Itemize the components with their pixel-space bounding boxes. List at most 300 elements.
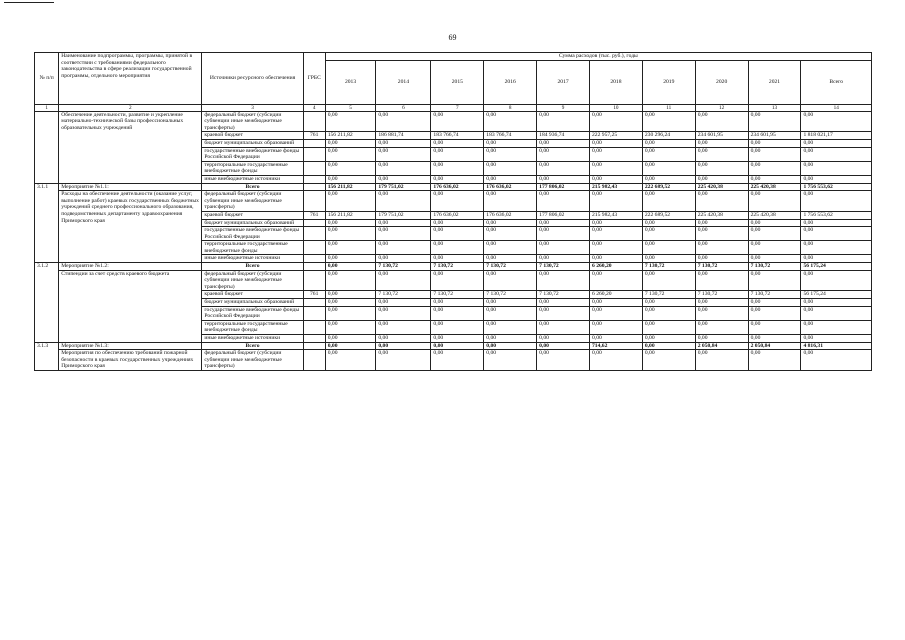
amount-cell: 0,00 bbox=[590, 175, 643, 183]
amount-cell: 183 766,74 bbox=[431, 132, 484, 140]
amount-cell: 1 818 021,17 bbox=[801, 132, 872, 140]
amount-cell: 7 130,72 bbox=[537, 263, 590, 271]
header-year: 2017 bbox=[537, 60, 590, 104]
amount-cell: 0,00 bbox=[642, 299, 695, 307]
amount-cell: 0,00 bbox=[325, 299, 376, 307]
amount-cell: 0,00 bbox=[801, 147, 872, 161]
amount-cell: 0,00 bbox=[376, 241, 431, 255]
header-year: 2021 bbox=[748, 60, 801, 104]
amount-cell: 0,00 bbox=[695, 227, 748, 241]
column-index: 11 bbox=[642, 104, 695, 111]
amount-cell: 0,00 bbox=[642, 147, 695, 161]
amount-cell: 0,00 bbox=[376, 191, 431, 212]
column-index: 5 bbox=[325, 104, 376, 111]
column-index: 4 bbox=[303, 104, 325, 111]
amount-cell: 0,00 bbox=[801, 161, 872, 175]
amount-cell: 0,00 bbox=[748, 306, 801, 320]
top-left-rule bbox=[4, 2, 54, 3]
amount-cell: 7 130,72 bbox=[431, 263, 484, 271]
measure-title: Мероприятие №1.1: bbox=[59, 184, 201, 192]
amount-cell: 0,00 bbox=[376, 227, 431, 241]
amount-cell: 0,00 bbox=[695, 175, 748, 183]
grbs-code bbox=[303, 227, 325, 241]
column-index: 6 bbox=[376, 104, 431, 111]
grbs-code: 761 bbox=[303, 132, 325, 140]
amount-cell: 0,00 bbox=[642, 335, 695, 343]
amount-cell: 0,00 bbox=[376, 306, 431, 320]
amount-cell: 0,00 bbox=[325, 191, 376, 212]
amount-cell: 156 211,82 bbox=[325, 183, 376, 191]
amount-cell: 0,00 bbox=[642, 342, 695, 350]
amount-cell: 0,00 bbox=[801, 255, 872, 263]
amount-cell: 0,00 bbox=[748, 175, 801, 183]
grbs-code bbox=[303, 161, 325, 175]
amount-cell: 0,00 bbox=[325, 241, 376, 255]
column-index: 1 bbox=[35, 104, 59, 111]
amount-cell: 0,00 bbox=[431, 111, 484, 132]
amount-cell: 0,00 bbox=[590, 350, 643, 371]
amount-cell: 0,00 bbox=[537, 161, 590, 175]
amount-cell: 0,00 bbox=[695, 111, 748, 132]
amount-cell: 2 050,84 bbox=[748, 342, 801, 350]
grbs-code bbox=[303, 219, 325, 227]
amount-cell: 0,00 bbox=[431, 219, 484, 227]
source-name: иные внебюджетные источники bbox=[202, 175, 303, 183]
amount-cell: 0,00 bbox=[642, 270, 695, 291]
row-number bbox=[35, 111, 59, 183]
amount-cell: 0,00 bbox=[325, 270, 376, 291]
column-index: 14 bbox=[801, 104, 872, 111]
page-number: 69 bbox=[448, 33, 457, 42]
amount-cell: 0,00 bbox=[376, 111, 431, 132]
grbs-code bbox=[303, 191, 325, 212]
amount-cell: 0,00 bbox=[590, 306, 643, 320]
amount-cell: 176 636,02 bbox=[431, 183, 484, 191]
measure-name bbox=[59, 263, 202, 343]
amount-cell: 177 806,02 bbox=[537, 211, 590, 219]
amount-cell: 0,00 bbox=[801, 320, 872, 334]
amount-cell: 0,00 bbox=[642, 111, 695, 132]
amount-cell: 0,00 bbox=[431, 299, 484, 307]
amount-cell: 0,00 bbox=[484, 227, 537, 241]
amount-cell: 0,00 bbox=[484, 306, 537, 320]
amount-cell: 0,00 bbox=[537, 335, 590, 343]
amount-cell: 0,00 bbox=[431, 161, 484, 175]
amount-cell: 0,00 bbox=[325, 306, 376, 320]
amount-cell: 0,00 bbox=[484, 241, 537, 255]
amount-cell: 0,00 bbox=[537, 147, 590, 161]
amount-cell: 0,00 bbox=[695, 191, 748, 212]
amount-cell: 7 130,72 bbox=[695, 263, 748, 271]
amount-cell: 0,00 bbox=[695, 219, 748, 227]
amount-cell: 176 636,02 bbox=[484, 211, 537, 219]
amount-cell: 222 689,52 bbox=[642, 183, 695, 191]
amount-cell: 0,00 bbox=[748, 191, 801, 212]
header-year: 2020 bbox=[695, 60, 748, 104]
amount-cell: 0,00 bbox=[325, 263, 376, 271]
column-index: 10 bbox=[590, 104, 643, 111]
grbs-code bbox=[303, 299, 325, 307]
amount-cell: 0,00 bbox=[431, 175, 484, 183]
column-index: 8 bbox=[484, 104, 537, 111]
amount-cell: 0,00 bbox=[801, 350, 872, 371]
amount-cell: 0,00 bbox=[431, 191, 484, 212]
amount-cell: 234 601,95 bbox=[748, 132, 801, 140]
amount-cell: 0,00 bbox=[590, 227, 643, 241]
amount-cell: 222 957,25 bbox=[590, 132, 643, 140]
header-name: Наименование подпрограммы, программы, принятой в соответствии с требованиями федерального законодательства в сфере реализации государственной программы, отдельного мероприятия bbox=[59, 53, 202, 105]
grbs-code: 761 bbox=[303, 291, 325, 299]
grbs-code bbox=[303, 111, 325, 132]
grbs-code bbox=[303, 139, 325, 147]
amount-cell: 0,00 bbox=[376, 255, 431, 263]
amount-cell: 56 175,24 bbox=[801, 291, 872, 299]
amount-cell: 0,00 bbox=[537, 175, 590, 183]
header-year: 2016 bbox=[484, 60, 537, 104]
amount-cell: 225 420,38 bbox=[695, 183, 748, 191]
source-name: иные внебюджетные источники bbox=[202, 335, 303, 343]
source-name: иные внебюджетные источники bbox=[202, 255, 303, 263]
grbs-code bbox=[303, 255, 325, 263]
amount-cell: 215 982,43 bbox=[590, 211, 643, 219]
amount-cell: 0,00 bbox=[748, 241, 801, 255]
table-row bbox=[35, 111, 872, 132]
grbs-code bbox=[303, 241, 325, 255]
amount-cell: 0,00 bbox=[695, 335, 748, 343]
amount-cell: 177 806,02 bbox=[537, 183, 590, 191]
amount-cell: 0,00 bbox=[642, 255, 695, 263]
amount-cell: 0,00 bbox=[642, 350, 695, 371]
amount-cell: 0,00 bbox=[748, 147, 801, 161]
amount-cell: 0,00 bbox=[325, 291, 376, 299]
amount-cell: 0,00 bbox=[431, 320, 484, 334]
amount-cell: 0,00 bbox=[376, 335, 431, 343]
amount-cell: 0,00 bbox=[748, 219, 801, 227]
measure-description: Стипендии за счет средств краевого бюджета bbox=[61, 270, 170, 277]
amount-cell: 0,00 bbox=[642, 161, 695, 175]
amount-cell: 0,00 bbox=[537, 241, 590, 255]
amount-cell: 7 130,72 bbox=[484, 263, 537, 271]
amount-cell: 225 420,38 bbox=[695, 211, 748, 219]
amount-cell: 0,00 bbox=[376, 161, 431, 175]
source-name: федеральный бюджет (субсидии субвенции иные межбюджетные трансферты) bbox=[202, 111, 303, 132]
amount-cell: 7 130,72 bbox=[431, 291, 484, 299]
amount-cell: 0,00 bbox=[537, 191, 590, 212]
amount-cell: 0,00 bbox=[801, 191, 872, 212]
amount-cell: 0,00 bbox=[431, 306, 484, 320]
amount-cell: 0,00 bbox=[325, 175, 376, 183]
table-row-total bbox=[35, 183, 872, 191]
amount-cell: 6 260,20 bbox=[590, 291, 643, 299]
amount-cell: 0,00 bbox=[695, 139, 748, 147]
amount-cell: 0,00 bbox=[325, 147, 376, 161]
amount-cell: 0,00 bbox=[695, 241, 748, 255]
amount-cell: 0,00 bbox=[748, 320, 801, 334]
grbs-code bbox=[303, 306, 325, 320]
column-index: 3 bbox=[202, 104, 303, 111]
amount-cell: 0,00 bbox=[376, 147, 431, 161]
amount-cell: 0,00 bbox=[801, 299, 872, 307]
source-name: федеральный бюджет (субсидии субвенции иные межбюджетные трансферты) bbox=[202, 350, 303, 371]
amount-cell: 7 130,72 bbox=[484, 291, 537, 299]
amount-cell: 156 211,82 bbox=[325, 132, 376, 140]
amount-cell: 7 130,72 bbox=[695, 291, 748, 299]
amount-cell: 0,00 bbox=[325, 342, 376, 350]
amount-cell: 0,00 bbox=[325, 111, 376, 132]
amount-cell: 1 756 553,62 bbox=[801, 183, 872, 191]
amount-cell: 0,00 bbox=[537, 299, 590, 307]
row-number: 3.1.2 bbox=[35, 263, 59, 343]
amount-cell: 0,00 bbox=[484, 111, 537, 132]
source-name: территориальные государственные внебюджетные фонды bbox=[202, 320, 303, 334]
amount-cell: 0,00 bbox=[748, 255, 801, 263]
amount-cell: 0,00 bbox=[431, 227, 484, 241]
amount-cell: 0,00 bbox=[590, 191, 643, 212]
amount-cell: 7 130,72 bbox=[748, 291, 801, 299]
amount-cell: 0,00 bbox=[748, 350, 801, 371]
amount-cell: 0,00 bbox=[537, 342, 590, 350]
amount-cell: 176 636,02 bbox=[431, 211, 484, 219]
grbs-code bbox=[303, 147, 325, 161]
amount-cell: 0,00 bbox=[376, 219, 431, 227]
amount-cell: 0,00 bbox=[642, 241, 695, 255]
amount-cell: 222 689,52 bbox=[642, 211, 695, 219]
grbs-code bbox=[303, 263, 325, 271]
amount-cell: 0,00 bbox=[695, 299, 748, 307]
amount-cell: 0,00 bbox=[431, 335, 484, 343]
header-year: 2015 bbox=[431, 60, 484, 104]
amount-cell: 234 601,95 bbox=[695, 132, 748, 140]
amount-cell: 7 130,72 bbox=[376, 263, 431, 271]
header-number: № п/п bbox=[35, 53, 59, 105]
amount-cell: 0,00 bbox=[695, 147, 748, 161]
source-name: государственные внебюджетные фонды Российской Федерации bbox=[202, 147, 303, 161]
amount-cell: 0,00 bbox=[642, 320, 695, 334]
amount-cell: 0,00 bbox=[431, 139, 484, 147]
source-name: бюджет муниципальных образований bbox=[202, 299, 303, 307]
measure-title: Мероприятие №1.2: bbox=[59, 263, 201, 271]
amount-cell: 0,00 bbox=[801, 270, 872, 291]
column-index: 13 bbox=[748, 104, 801, 111]
amount-cell: 0,00 bbox=[590, 299, 643, 307]
source-name: государственные внебюджетные фонды Российской Федерации bbox=[202, 306, 303, 320]
amount-cell: 0,00 bbox=[801, 227, 872, 241]
grbs-code bbox=[303, 183, 325, 191]
column-index: 7 bbox=[431, 104, 484, 111]
amount-cell: 0,00 bbox=[537, 270, 590, 291]
source-name: Всего bbox=[202, 342, 303, 350]
grbs-code: 761 bbox=[303, 211, 325, 219]
amount-cell: 0,00 bbox=[748, 299, 801, 307]
measure-title: Мероприятие №1.3: bbox=[59, 343, 201, 351]
table-row-total bbox=[35, 263, 872, 271]
amount-cell: 0,00 bbox=[325, 227, 376, 241]
amount-cell: 183 766,74 bbox=[484, 132, 537, 140]
amount-cell: 7 130,72 bbox=[642, 291, 695, 299]
amount-cell: 0,00 bbox=[748, 161, 801, 175]
column-index: 12 bbox=[695, 104, 748, 111]
amount-cell: 176 636,02 bbox=[484, 183, 537, 191]
header-year: 2018 bbox=[590, 60, 643, 104]
amount-cell: 0,00 bbox=[748, 227, 801, 241]
grbs-code bbox=[303, 350, 325, 371]
amount-cell: 0,00 bbox=[431, 350, 484, 371]
amount-cell: 0,00 bbox=[642, 175, 695, 183]
amount-cell: 0,00 bbox=[801, 175, 872, 183]
amount-cell: 0,00 bbox=[484, 161, 537, 175]
amount-cell: 0,00 bbox=[484, 335, 537, 343]
amount-cell: 0,00 bbox=[376, 270, 431, 291]
amount-cell: 0,00 bbox=[590, 161, 643, 175]
amount-cell: 186 881,74 bbox=[376, 132, 431, 140]
amount-cell: 0,00 bbox=[801, 219, 872, 227]
amount-cell: 0,00 bbox=[642, 191, 695, 212]
amount-cell: 0,00 bbox=[642, 227, 695, 241]
amount-cell: 0,00 bbox=[695, 350, 748, 371]
amount-cell: 0,00 bbox=[537, 255, 590, 263]
amount-cell: 225 420,38 bbox=[748, 183, 801, 191]
source-name: территориальные государственные внебюджетные фонды bbox=[202, 161, 303, 175]
amount-cell: 0,00 bbox=[801, 241, 872, 255]
amount-cell: 0,00 bbox=[376, 175, 431, 183]
source-name: бюджет муниципальных образований bbox=[202, 219, 303, 227]
header-year: 2013 bbox=[325, 60, 376, 104]
amount-cell: 0,00 bbox=[537, 111, 590, 132]
source-name: краевой бюджет bbox=[202, 211, 303, 219]
amount-cell: 0,00 bbox=[590, 139, 643, 147]
amount-cell: 0,00 bbox=[484, 320, 537, 334]
column-index: 9 bbox=[537, 104, 590, 111]
amount-cell: 2 050,84 bbox=[695, 342, 748, 350]
amount-cell: 0,00 bbox=[537, 320, 590, 334]
source-name: государственные внебюджетные фонды Российской Федерации bbox=[202, 227, 303, 241]
expenses-table bbox=[34, 52, 872, 371]
amount-cell: 0,00 bbox=[590, 270, 643, 291]
amount-cell: 179 751,02 bbox=[376, 211, 431, 219]
measure-name bbox=[59, 111, 202, 183]
source-name: федеральный бюджет (субсидии субвенции иные межбюджетные трансферты) bbox=[202, 270, 303, 291]
amount-cell: 0,00 bbox=[695, 320, 748, 334]
amount-cell: 56 175,24 bbox=[801, 263, 872, 271]
amount-cell: 7 130,72 bbox=[376, 291, 431, 299]
source-name: бюджет муниципальных образований bbox=[202, 139, 303, 147]
amount-cell: 0,00 bbox=[484, 342, 537, 350]
header-year: Всего bbox=[801, 60, 872, 104]
amount-cell: 230 296,24 bbox=[642, 132, 695, 140]
measure-description: Обеспечение деятельности, развитие и укрепление материально-технической базы профессиональных образовательных учреждений bbox=[61, 111, 184, 131]
amount-cell: 0,00 bbox=[431, 342, 484, 350]
source-name: территориальные государственные внебюджетные фонды bbox=[202, 241, 303, 255]
amount-cell: 0,00 bbox=[376, 299, 431, 307]
row-number: 3.1.1 bbox=[35, 183, 59, 263]
grbs-code bbox=[303, 270, 325, 291]
amount-cell: 1 756 553,62 bbox=[801, 211, 872, 219]
amount-cell: 0,00 bbox=[376, 320, 431, 334]
amount-cell: 0,00 bbox=[484, 147, 537, 161]
amount-cell: 6 260,20 bbox=[590, 263, 643, 271]
amount-cell: 0,00 bbox=[590, 111, 643, 132]
amount-cell: 179 751,02 bbox=[376, 183, 431, 191]
source-name: Всего bbox=[202, 183, 303, 191]
measure-name bbox=[59, 342, 202, 370]
amount-cell: 0,00 bbox=[642, 219, 695, 227]
measure-description: Расходы на обеспечение деятельности (оказание услуг, выполнение работ) краевых государственных бюджетных учреждений среднего профессионального образования, подведомственных департаменту здравоохранения Приморского края bbox=[61, 191, 199, 224]
header-year: 2014 bbox=[376, 60, 431, 104]
grbs-code bbox=[303, 342, 325, 350]
grbs-code bbox=[303, 320, 325, 334]
amount-cell: 0,00 bbox=[590, 320, 643, 334]
source-name: федеральный бюджет (субсидии субвенции иные межбюджетные трансферты) bbox=[202, 191, 303, 212]
amount-cell: 0,00 bbox=[590, 241, 643, 255]
header-grbs: ГРБС bbox=[303, 53, 325, 105]
amount-cell: 0,00 bbox=[748, 270, 801, 291]
amount-cell: 0,00 bbox=[484, 255, 537, 263]
amount-cell: 156 211,82 bbox=[325, 211, 376, 219]
amount-cell: 0,00 bbox=[325, 350, 376, 371]
amount-cell: 0,00 bbox=[801, 335, 872, 343]
amount-cell: 0,00 bbox=[431, 241, 484, 255]
amount-cell: 0,00 bbox=[325, 219, 376, 227]
amount-cell: 0,00 bbox=[537, 350, 590, 371]
amount-cell: 0,00 bbox=[325, 161, 376, 175]
measure-description: Мероприятия по обеспечению требований пожарной безопасности в краевых государственных учреждениях Приморского края bbox=[61, 350, 194, 370]
amount-cell: 0,00 bbox=[376, 350, 431, 371]
amount-cell: 0,00 bbox=[325, 139, 376, 147]
amount-cell: 0,00 bbox=[484, 299, 537, 307]
grbs-code bbox=[303, 335, 325, 343]
amount-cell: 0,00 bbox=[537, 219, 590, 227]
amount-cell: 4 816,31 bbox=[801, 342, 872, 350]
header-sum: Сумма расходов (тыс. руб.), годы bbox=[325, 53, 871, 61]
amount-cell: 225 420,38 bbox=[748, 211, 801, 219]
amount-cell: 0,00 bbox=[590, 147, 643, 161]
row-number: 3.1.3 bbox=[35, 342, 59, 370]
amount-cell: 0,00 bbox=[484, 219, 537, 227]
amount-cell: 7 130,72 bbox=[642, 263, 695, 271]
amount-cell: 0,00 bbox=[484, 270, 537, 291]
amount-cell: 0,00 bbox=[484, 350, 537, 371]
amount-cell: 215 982,43 bbox=[590, 183, 643, 191]
amount-cell: 0,00 bbox=[801, 306, 872, 320]
measure-name bbox=[59, 183, 202, 263]
amount-cell: 0,00 bbox=[695, 161, 748, 175]
amount-cell: 714,62 bbox=[590, 342, 643, 350]
header-source: Источники ресурсного обеспечения bbox=[202, 53, 303, 105]
amount-cell: 0,00 bbox=[801, 139, 872, 147]
source-name: краевой бюджет bbox=[202, 291, 303, 299]
amount-cell: 0,00 bbox=[431, 270, 484, 291]
amount-cell: 0,00 bbox=[748, 111, 801, 132]
amount-cell: 0,00 bbox=[325, 255, 376, 263]
amount-cell: 0,00 bbox=[590, 255, 643, 263]
amount-cell: 0,00 bbox=[590, 335, 643, 343]
amount-cell: 0,00 bbox=[484, 175, 537, 183]
amount-cell: 0,00 bbox=[376, 139, 431, 147]
column-index: 2 bbox=[59, 104, 202, 111]
table-row-total bbox=[35, 342, 872, 350]
amount-cell: 0,00 bbox=[484, 139, 537, 147]
amount-cell: 0,00 bbox=[484, 191, 537, 212]
amount-cell: 0,00 bbox=[376, 342, 431, 350]
amount-cell: 0,00 bbox=[325, 335, 376, 343]
amount-cell: 0,00 bbox=[431, 147, 484, 161]
amount-cell: 0,00 bbox=[325, 320, 376, 334]
grbs-code bbox=[303, 175, 325, 183]
amount-cell: 0,00 bbox=[695, 270, 748, 291]
amount-cell: 0,00 bbox=[642, 306, 695, 320]
amount-cell: 0,00 bbox=[748, 335, 801, 343]
amount-cell: 7 130,72 bbox=[748, 263, 801, 271]
